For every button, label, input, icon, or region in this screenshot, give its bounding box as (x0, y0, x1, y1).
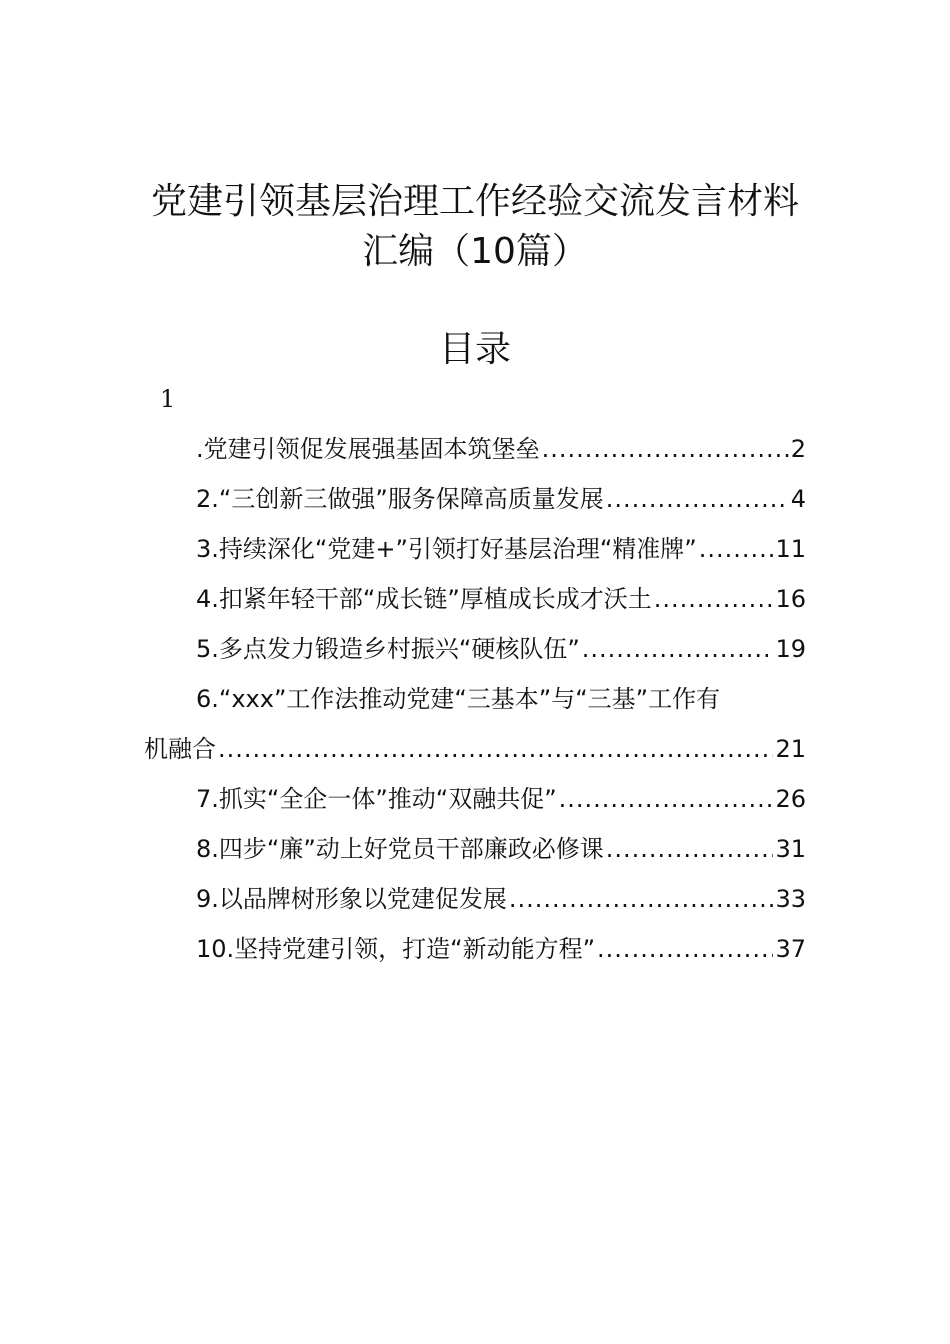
toc-heading: 目录 (438, 329, 511, 370)
toc-entry-page: 16 (775, 585, 806, 613)
toc-dot-leader (218, 724, 773, 774)
toc-entry-page: 26 (775, 785, 806, 813)
toc-entry-6[interactable] (144, 674, 806, 774)
toc-entry-5[interactable] (144, 624, 806, 674)
toc-entry-page: 19 (775, 635, 806, 663)
toc-dot-leader (699, 524, 774, 574)
toc-entry-page: 21 (775, 735, 806, 763)
toc-entry-title: 7.抓实“全企一体”推动“双融共促” (196, 785, 557, 813)
toc-dot-leader (606, 824, 774, 874)
toc-entry-title: .党建引领促发展强基固本筑堡垒 (196, 435, 540, 463)
toc-entry-title: 4.扣紧年轻干部“成长链”厚植成长成才沃土 (196, 585, 652, 613)
stray-page-number: 1 (160, 385, 176, 413)
toc-entry-title: 2.“三创新三做强”服务保障高质量发展 (196, 485, 604, 513)
toc-entry-title-line-2: 机融合 (144, 735, 216, 763)
toc-entry-2[interactable] (144, 474, 806, 524)
toc-entry-1[interactable] (144, 424, 806, 474)
toc-entry-8[interactable] (144, 824, 806, 874)
toc-entry-3[interactable] (144, 524, 806, 574)
toc-dot-leader (559, 774, 774, 824)
toc-entry-title: 9.以品牌树形象以党建促发展 (196, 885, 507, 913)
toc-dot-leader (654, 574, 774, 624)
toc-dot-leader (542, 424, 789, 474)
toc-entry-page: 37 (775, 935, 806, 963)
toc-dot-leader (509, 874, 774, 924)
document-title-line-1: 党建引领基层治理工作经验交流发言材料 (150, 181, 799, 222)
toc-dot-leader (606, 474, 789, 524)
toc-entry-page: 33 (775, 885, 806, 913)
toc-entry-title-line-1: 6.“xxx”工作法推动党建“三基本”与“三基”工作有 (196, 685, 721, 713)
toc-dot-leader (582, 624, 774, 674)
toc-dot-leader (597, 924, 773, 974)
toc-entry-7[interactable] (144, 774, 806, 824)
toc-entry-10[interactable] (144, 924, 806, 974)
toc-entry-9[interactable] (144, 874, 806, 924)
toc-entry-page: 2 (790, 435, 806, 463)
table-of-contents (144, 424, 806, 974)
toc-entry-title: 10.坚持党建引领，打造“新动能方程” (196, 935, 596, 963)
toc-entry-title: 5.多点发力锻造乡村振兴“硬核队伍” (196, 635, 580, 663)
toc-entry-page: 11 (775, 535, 806, 563)
toc-entry-4[interactable] (144, 574, 806, 624)
document-title-line-2: 汇编（10篇） (362, 231, 588, 272)
toc-entry-page: 31 (775, 835, 806, 863)
toc-entry-title: 8.四步“廉”动上好党员干部廉政必修课 (196, 835, 604, 863)
toc-entry-title: 3.持续深化“党建+”引领打好基层治理“精准牌” (196, 535, 697, 563)
toc-entry-page: 4 (790, 485, 806, 513)
